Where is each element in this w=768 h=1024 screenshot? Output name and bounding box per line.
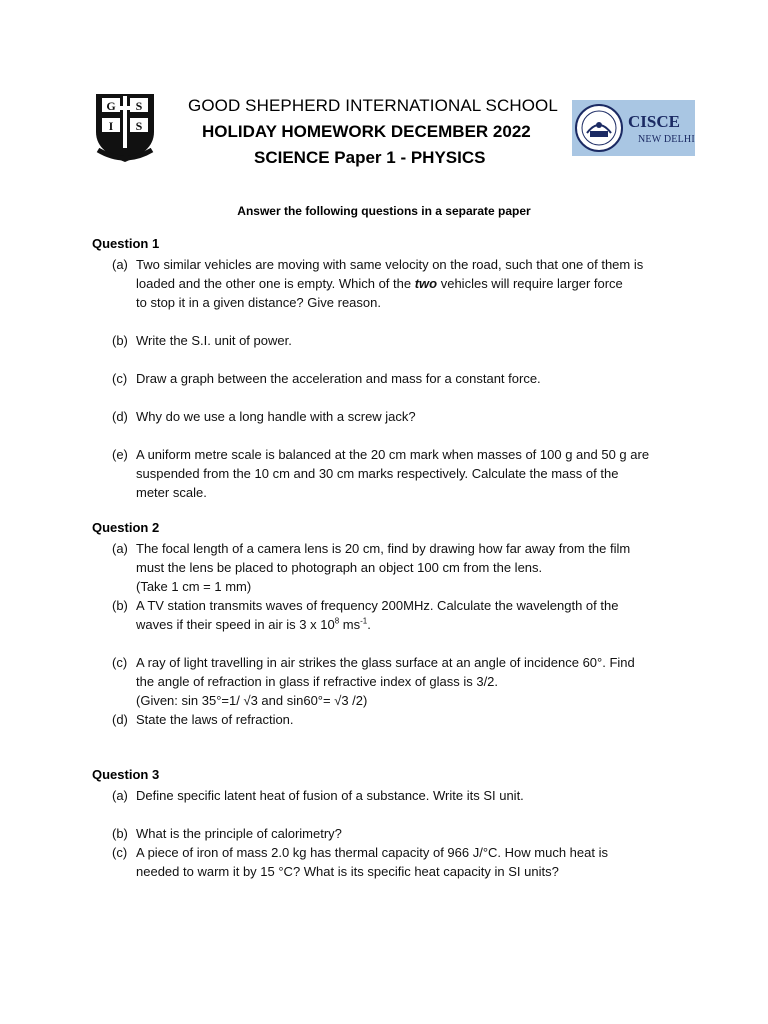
- question-3-heading: Question 3: [92, 767, 160, 782]
- question-1d: [112, 407, 692, 426]
- crest-letter-g: G: [106, 99, 116, 113]
- item-text: A ray of light travelling in air strikes the glass surface at an angle of incidence 60°. Find the angle of refraction in glass if refractive index of glass is 3/2. (Given: sin 35°=1/ √3 and sin60°= √3 /2): [136, 655, 635, 708]
- cisce-name: CISCE: [628, 112, 680, 131]
- homework-title: HOLIDAY HOMEWORK DECEMBER 2022: [202, 122, 531, 141]
- item-label: (c): [112, 845, 128, 860]
- crest-letter-s1: S: [135, 99, 143, 113]
- item-label: (c): [112, 371, 128, 386]
- item-label: (c): [112, 655, 128, 670]
- question-3a: [112, 786, 692, 805]
- question-2d: [112, 710, 692, 729]
- item-label: (d): [112, 409, 128, 424]
- crest-letter-s2: S: [135, 119, 143, 133]
- question-2-heading: Question 2: [92, 520, 160, 535]
- item-text: A uniform metre scale is balanced at the 20 cm mark when masses of 100 g and 50 g are suspended from the 10 cm and 30 cm marks respectively. Calculate the mass of the meter scale.: [136, 447, 650, 500]
- document-header: [0, 0, 768, 200]
- question-1-heading: Question 1: [92, 236, 160, 251]
- item-text: State the laws of refraction.: [136, 712, 294, 727]
- question-2c: [112, 653, 692, 710]
- item-label: (a): [112, 788, 128, 803]
- question-1c: [112, 369, 692, 388]
- question-1a: [112, 255, 692, 312]
- item-text: Write the S.I. unit of power.: [136, 333, 292, 348]
- question-1b: [112, 331, 692, 350]
- instruction-text: Answer the following questions in a separate paper: [237, 204, 531, 218]
- crest-letter-i: I: [108, 119, 114, 133]
- item-text: A TV station transmits waves of frequency 200MHz. Calculate the wavelength of the waves if their speed in air is 3 x $10^8$ $ms^{-1}$.: [136, 598, 619, 632]
- cisce-logo: [572, 100, 695, 156]
- question-2b: [112, 596, 692, 634]
- question-3c: [112, 843, 692, 881]
- item-label: (d): [112, 712, 128, 727]
- item-label: (a): [112, 257, 128, 272]
- question-3b: [112, 824, 692, 843]
- item-text: Draw a graph between the acceleration and mass for a constant force.: [136, 371, 541, 386]
- question-1e: [112, 445, 692, 502]
- item-text: What is the principle of calorimetry?: [136, 826, 342, 841]
- cisce-seal-icon: [574, 103, 624, 153]
- school-crest-logo: [92, 92, 158, 164]
- cisce-location: NEW DELHI: [638, 134, 695, 145]
- question-2a: [112, 539, 692, 596]
- item-text: Why do we use a long handle with a screw jack?: [136, 409, 416, 424]
- item-text: A piece of iron of mass 2.0 kg has thermal capacity of 966 J/°C. How much heat is needed to warm it by 15 °C? What is its specific heat capacity in SI units?: [136, 845, 608, 879]
- paper-title: SCIENCE Paper 1 - PHYSICS: [254, 148, 486, 167]
- item-text: Define specific latent heat of fusion of a substance. Write its SI unit.: [136, 788, 524, 803]
- item-label: (a): [112, 541, 128, 556]
- item-text: The focal length of a camera lens is 20 cm, find by drawing how far away from the film must the lens be placed to photograph an object 100 cm from the lens. (Take 1 cm = 1 mm): [136, 541, 631, 594]
- item-label: (b): [112, 826, 128, 841]
- item-label: (b): [112, 598, 128, 613]
- school-name: GOOD SHEPHERD INTERNATIONAL SCHOOL: [188, 96, 558, 115]
- item-text: Two similar vehicles are moving with same velocity on the road, such that one of them is loaded and the other one is empty. Which of the two vehicles will require larger force to stop it in a given distance? Give reason.: [136, 257, 644, 310]
- item-label: (b): [112, 333, 128, 348]
- item-label: (e): [112, 447, 128, 462]
